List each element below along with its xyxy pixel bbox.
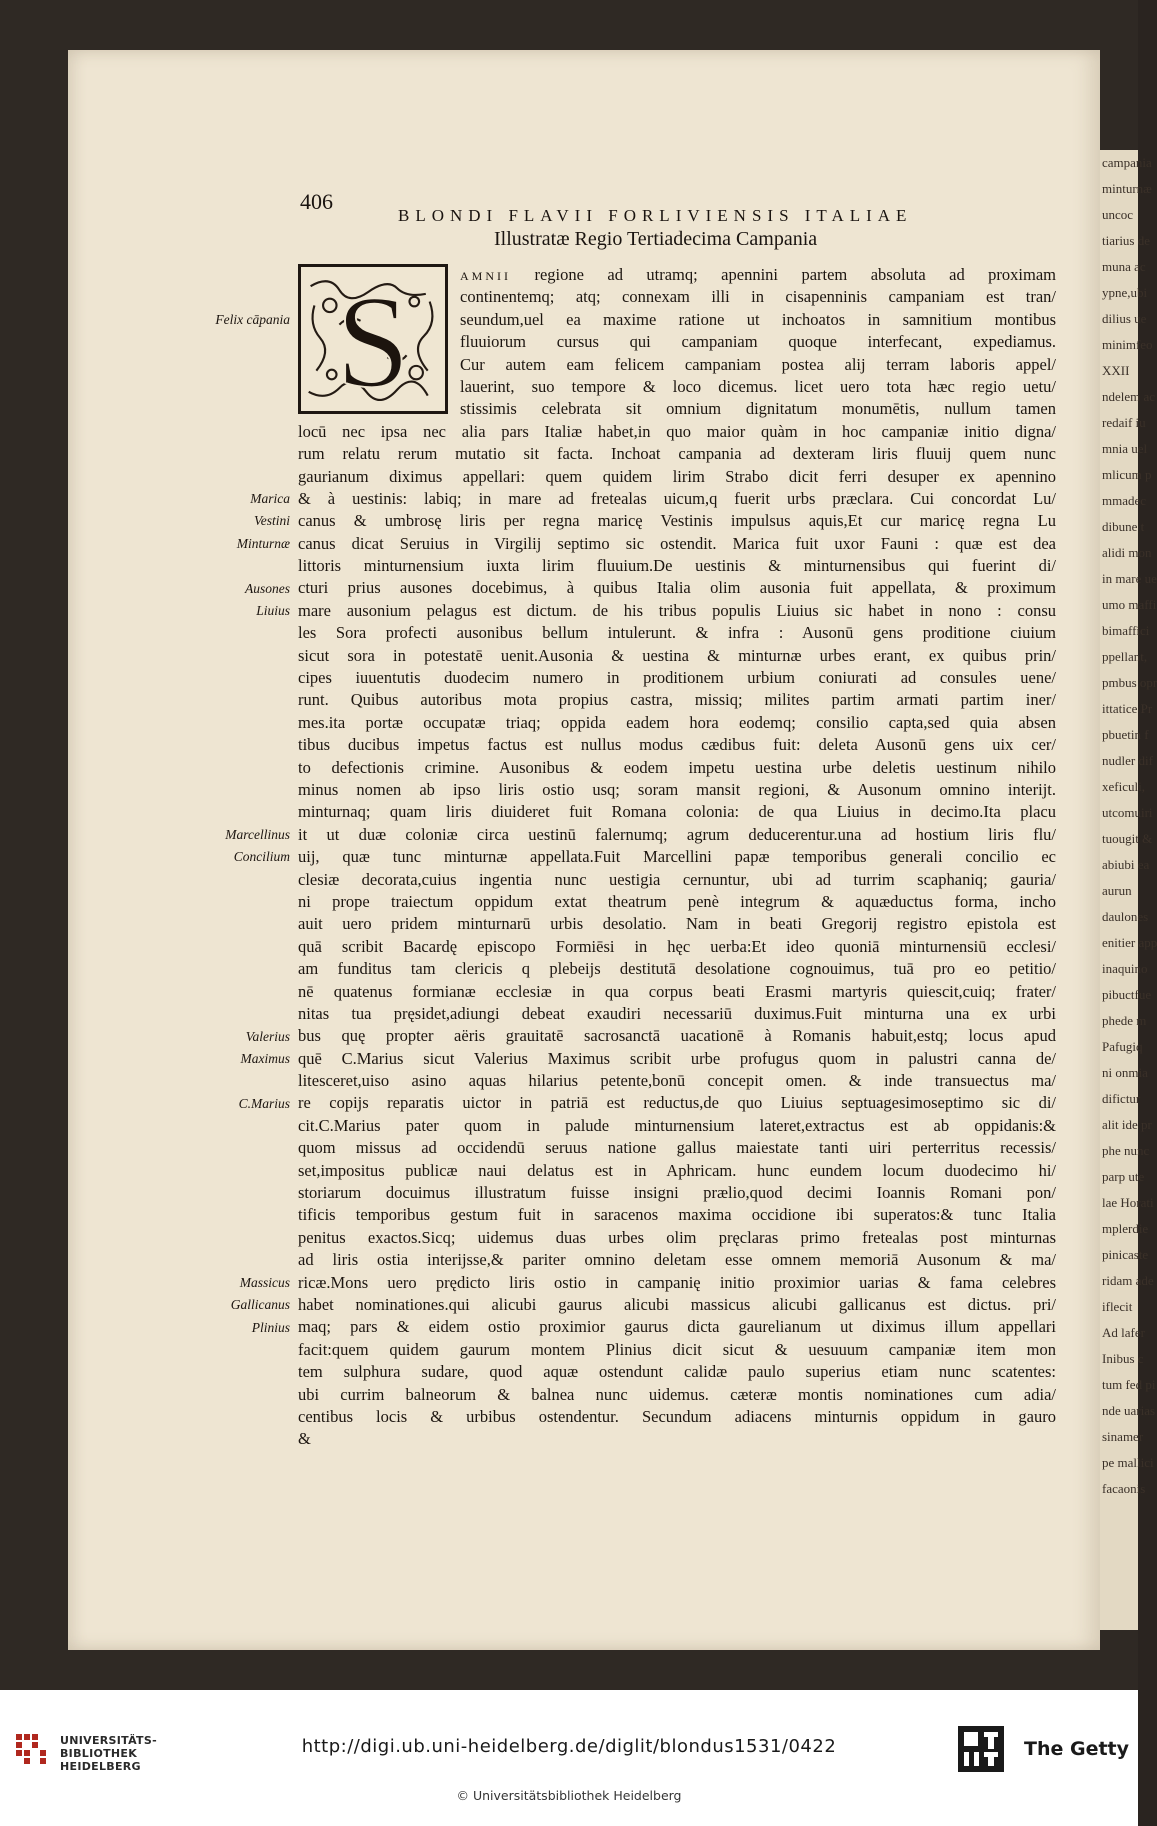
neighbor-fragment: ittatice Pr	[1102, 701, 1153, 716]
body-text	[298, 264, 1056, 1451]
neighbor-fragment: parp ute	[1102, 1169, 1145, 1184]
margin-note: Liuius	[256, 603, 290, 618]
neighbor-fragment: ridam ade	[1102, 1273, 1154, 1288]
text-line: auit uero pridem minturnarū urbis desolatio. Nam in beati Gregorij registro epistola est	[298, 914, 1056, 934]
neighbor-fragment: tum fed pi	[1102, 1377, 1156, 1392]
neighbor-fragment: mlicum p	[1102, 467, 1152, 482]
neighbor-fragment: sinamer	[1102, 1429, 1144, 1444]
text-line: stissimis celebrata sit omnium dignitatum monumētis, nullum tamen	[460, 399, 1056, 419]
neighbor-fragment: difictur	[1102, 1091, 1141, 1106]
text-line: ubi currim balneorum & balnea nunc uidemus. cæteræ montis nominationes cum adia/	[298, 1384, 1056, 1404]
neighbor-fragment: umo maffi	[1102, 597, 1157, 612]
margin-note: Marcellinus	[225, 827, 290, 842]
neighbor-fragment: ypne,ubi	[1102, 285, 1148, 300]
margin-note: Vestini	[254, 513, 290, 529]
neighbor-fragment: pbuetin f	[1102, 727, 1149, 742]
neighbor-fragment: iflecit	[1102, 1299, 1133, 1314]
text-line: quē C.Marius sicut Valerius Maximus scribit urbe profugus quom in palustri canna de/	[298, 1048, 1056, 1068]
text-line: re copijs reparatis uictor in patriā est reductus,de quo Liuius septuagesimoseptimo sic di/	[298, 1093, 1056, 1113]
text-line: quā scribit Bacardę episcopo Formiēsi in hęc uerba:Et ideo quoniā minturnensiū ecclesi/	[298, 936, 1056, 956]
text-line: sicut sora in potestatē uenit.Ausonia & uestina & minturnæ urbes erant, ex quibus prin/	[298, 645, 1056, 665]
neighbor-fragment: utcomuiri	[1102, 805, 1153, 820]
neighbor-fragment: alit ide pr	[1102, 1117, 1152, 1132]
neighbor-fragment: alidi mon	[1102, 545, 1152, 560]
neighbor-fragment: in mare ue	[1102, 571, 1157, 586]
text-line: mare ausonium pelagus est dictum. de his tribus populis Liuius sic habet in nono : consu	[298, 600, 1056, 620]
neighbor-fragment: abiubi ea	[1102, 857, 1150, 872]
text-line: am funditus tam clericis q plebeijs destitutā desolatione cognouimus, tuā pro eo petitio/	[298, 959, 1056, 979]
neighbor-fragment: xeficuli,	[1102, 779, 1145, 794]
text-line: mes.ita portæ occupatæ triaq; oppida eadem hora eodemq; consilio capta,sed quia absen	[298, 712, 1056, 732]
neighbor-fragment: aurun	[1102, 883, 1132, 898]
text-line: nē quatenus formianæ ecclesiæ in qua corpus beati Erasmi martyris quiescit,cuiq; frater/	[298, 981, 1056, 1001]
text-line: les Sora profecti ausonibus bellum intulerunt. & infra : Ausonū gens proditione ciuium	[298, 623, 1056, 643]
text-line: facit:quem quidem gaurum montem Plinius dicit sicut & uesuuum campaniæ item mon	[298, 1339, 1056, 1359]
text-line: habet nominationes.qui alicubi gaurus alicubi massicus alicubi gallicanus est dictus. pri/	[298, 1294, 1056, 1314]
margin-note: Marica	[250, 491, 290, 506]
text-line: set,impositus publicæ naui delatus est in Aphricam. hunc eundem locum duodecimo hi/	[298, 1160, 1056, 1180]
getty-label: The Getty	[1024, 1738, 1130, 1760]
text-line: quom missus ad occidendū seruus natione gallus maiestate tanti uiri perterritus recessis/	[298, 1138, 1056, 1158]
copyright-notice: © Universitätsbibliothek Heidelberg	[456, 1788, 682, 1803]
page-url-link[interactable]: http://digi.ub.uni-heidelberg.de/diglit/blondus1531/0422	[301, 1736, 837, 1757]
text-line: ricæ.Mons uero prędicto liris ostio in campanię initio proximior uarias & fama celebres	[298, 1272, 1056, 1292]
initial-letter: S	[336, 268, 410, 416]
neighbor-fragment: pe mallici	[1102, 1455, 1154, 1470]
neighbor-fragment: Pafugiq	[1102, 1039, 1143, 1054]
margin-note: Valerius	[245, 1028, 290, 1044]
text-line: bus quę propter aëris grauitatē sacrosanctā uacationē à Romanis habuit,estq; locus apud	[298, 1026, 1056, 1046]
text-line: clesiæ decorata,cuius ingentia nunc uestigia cernuntur, ubi ad turrim scaphaniq; gauria/	[298, 869, 1056, 889]
text-line: it ut duæ coloniæ circa uestinū falernumq; agrum deducerentur.una ad hostium liris flu/	[298, 824, 1056, 844]
getty-logo-icon	[956, 1724, 1006, 1774]
margin-note: Plinius	[251, 1319, 290, 1335]
neighbor-fragment: campania	[1102, 155, 1152, 170]
neighbor-fragment: daulones	[1102, 909, 1149, 924]
neighbor-fragment: minimfeo	[1102, 337, 1153, 352]
text-line: tem sulphura sudare, quod aquæ ostendunt calidæ paulo superius etiam nunc scatentes:	[298, 1362, 1056, 1382]
text-line: lauerint, suo tempore & loco dicemus. licet uero tota hæc regio uetu/	[460, 376, 1056, 396]
neighbor-fragment: ni onmia	[1102, 1065, 1148, 1080]
text-line: minturnaq; quam liris diuideret fuit Romana colonia: de qua Liuius in decimo.Ita placu	[298, 802, 1056, 822]
neighbor-page-edge	[1100, 150, 1157, 1630]
text-line: canus & umbrosę liris per regna maricę Vestinis impulsus aquis,Et cur maricę regna Lu	[298, 511, 1056, 531]
text-line: canus dicat Seruius in Virgilij septimo sic ostendit. Marica fuit uxor Fauni : quæ est dea	[298, 533, 1056, 553]
text-line: storiarum docuimus illustratum fuisse insigni prælio,quod decimi Ioannis Romani pon/	[298, 1183, 1056, 1203]
neighbor-fragment: mplerdie	[1102, 1221, 1149, 1236]
margin-note: Concilium	[233, 849, 290, 865]
margin-note: Massicus	[239, 1275, 290, 1290]
neighbor-fragment: nudler dif	[1102, 753, 1153, 768]
neighbor-fragment: ndelem ac	[1102, 389, 1156, 404]
neighbor-fragment: pibuctfue	[1102, 987, 1152, 1002]
neighbor-fragment: phede m	[1102, 1013, 1147, 1028]
neighbor-fragment: nde uarias	[1102, 1403, 1156, 1418]
text-line: ni prope traiectum oppidum extat theatrum penè integrum & aquæductus forma, incho	[298, 891, 1056, 911]
text-line: runt. Quibus autoribus mota propius castra, missiq; milites partim armati partim iner/	[298, 690, 1056, 710]
text-line: tificis temporibus gestum fuit in saracenos maxima occidione ibi superatos:& tunc Italia	[298, 1205, 1056, 1225]
text-line: penitus exactos.Sicq; uidemus duas urbes olim pręclaras primo fretealas post minturnas	[298, 1227, 1056, 1247]
neighbor-fragment: tiarius de	[1102, 233, 1151, 248]
neighbor-fragment: XXII	[1102, 363, 1130, 378]
neighbor-fragment: ppellant,	[1102, 649, 1148, 664]
text-line: tibus ducibus impetus factus est nullus modus cædibus fuit: deleta Ausonū gens uix cer/	[298, 735, 1056, 755]
text-line: fluuiorum cursus qui campaniam quoque interfecant, expediamus.	[460, 332, 1056, 352]
margin-note: C.Marius	[238, 1095, 290, 1111]
text-line: nitas tua pręsidet,adiungi debeat exaudiri necessariū duximus.Fuit minturna una ex urbi	[298, 1003, 1056, 1023]
neighbor-fragment: Inibus c	[1102, 1351, 1144, 1366]
neighbor-fragment: muna ac	[1102, 259, 1146, 274]
text-line: minus nomen ab ipso liris ostio usq; soram mansit regioni, & Ausonum omnino interijt.	[298, 779, 1056, 799]
text-line: gaurianum diximus appellari: quem quidem lirim Strabo dicit ferri desuper ex apennino	[298, 466, 1056, 486]
text-line: littoris minturnensium iuxta lirim fluuium.De uestinis & minturnensibus qui fuerint di/	[298, 556, 1056, 576]
text-line: seundum,uel ea maxime ratione ut inchoatos in samnitium montibus	[460, 309, 1056, 329]
university-library-name: UNIVERSITÄTS- BIBLIOTHEK HEIDELBERG	[60, 1734, 157, 1773]
text-line: cit.C.Marius pater quom in palude minturnensium lateret,extractus est ab oppidanis:&	[298, 1115, 1056, 1135]
neighbor-fragment: Ad lafer	[1102, 1325, 1145, 1340]
neighbor-fragment: dibune t	[1102, 519, 1145, 534]
neighbor-fragment: phe nunc	[1102, 1143, 1150, 1158]
neighbor-fragment: mnia uel	[1102, 441, 1148, 456]
neighbor-fragment: dilius ue	[1102, 311, 1147, 326]
text-line: Cur autem eam felicem campaniam postea alij terram laboris appel/	[460, 354, 1056, 374]
text-line: uij, quæ tunc minturnæ appellata.Fuit Marcellini papæ temporibus generali concilio ec	[298, 847, 1056, 867]
neighbor-fragment: pmbus opr	[1102, 675, 1157, 690]
text-line: amnii regione ad utramq; apennini partem absoluta ad proximam	[460, 265, 1056, 284]
neighbor-fragment: mmadec	[1102, 493, 1147, 508]
neighbor-fragment: pinicaste	[1102, 1247, 1149, 1262]
text-line: &	[298, 1429, 311, 1449]
neighbor-fragment: bimaffici	[1102, 623, 1150, 638]
section-title: Illustratæ Regio Tertiadecima Campania	[494, 228, 818, 250]
page-number: 406	[300, 189, 333, 214]
viewer-footer	[0, 1690, 1138, 1826]
neighbor-fragment: facaonis	[1102, 1481, 1146, 1496]
text-line: rum relatu rerum mutatio sit facta. Inchoat campania ad dexteram liris fluuij quem nunc	[298, 444, 1056, 464]
margin-note: Felix cāpania	[215, 311, 290, 327]
first-word: amnii	[460, 265, 511, 284]
margin-note: Maximus	[240, 1051, 290, 1066]
neighbor-fragment: uncoc	[1102, 207, 1134, 222]
text-line: cturi prius ausones docebimus, à quibus Italia olim ausonia fuit appellata, & proximum	[298, 578, 1056, 598]
margin-note: Minturnæ	[236, 535, 290, 551]
text-line: to defectionis crimine. Ausonibus & eodem impetu uestina urbe deletis uestinum nihilo	[298, 757, 1056, 777]
text-line: continentemq; atq; connexam illi in cisapenninis campaniam est tran/	[460, 287, 1056, 307]
text-line: maq; pars & eidem ostio proximior gaurus dicta gaurelianum ut diximus illum appellari	[298, 1317, 1056, 1337]
neighbor-fragment: minturnæ	[1102, 181, 1152, 196]
text-line: & à uestinis: labiq; in mare ad fretealas uicum,q fuerit urbs præclara. Cui concordat Lu/	[298, 488, 1056, 508]
neighbor-fragment: inaquino	[1102, 961, 1148, 976]
text-line: centibus locis & urbibus ostendentur. Secundum adiacens minturnis oppidum in gauro	[298, 1406, 1056, 1426]
text-line: cipes iuuentutis duodecim numero in proditionem urbium coniurati ad consules uene/	[298, 668, 1056, 688]
neighbor-fragment: enitier app	[1102, 935, 1157, 950]
running-head: BLONDI FLAVII FORLIVIENSIS ITALIAE	[398, 206, 913, 225]
neighbor-fragment: lae Horati	[1102, 1195, 1154, 1210]
margin-note: Ausones	[245, 580, 290, 596]
text-line: litesceret,uiso asino aquas hilarius petente,bonū concepit omen. & inde transuectus ma/	[298, 1071, 1056, 1091]
text-line: ad liris ostia interijsse,& pariter omnino deletam esse omnem memoriā Ausonum & ma/	[298, 1250, 1056, 1270]
text-line: locū nec ipsa nec alia pars Italiæ habet,in quo maior quàm in hoc campaniæ initio digna/	[298, 421, 1056, 441]
margin-note: Gallicanus	[230, 1297, 290, 1313]
neighbor-fragment: tuougit &	[1102, 831, 1153, 846]
neighbor-fragment: redaif iu	[1102, 415, 1146, 430]
